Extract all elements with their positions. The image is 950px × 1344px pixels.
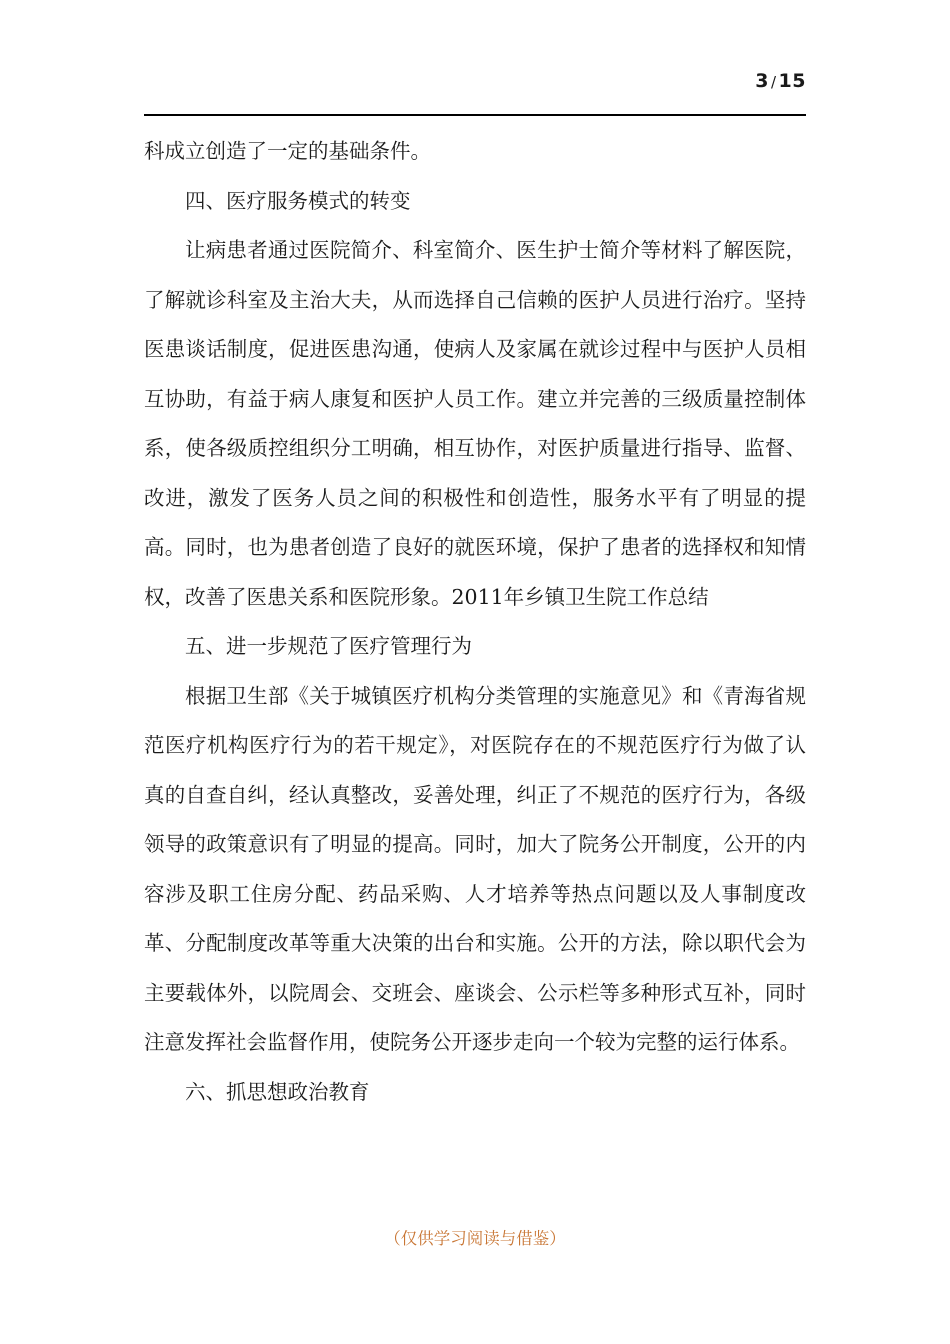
page-separator: / bbox=[770, 73, 777, 91]
header-divider bbox=[144, 114, 806, 116]
paragraph-management: 根据卫生部《关于城镇医疗机构分类管理的实施意见》和《青海省规范医疗机构医疗行为的若干规定》，对医院存在的不规范医疗行为做了认真的自查自纠，经认真整改，妥善处理，纠正了不规范的医疗行为，各级领导的政策意识有了明显的提高。同时，加大了院务公开制度，公开的内容涉及职工住房分配、药品采购、人才培养等热点问题以及人事制度改革、分配制度改革等重大决策的出台和实施。公开的方法，除以职代会为主要载体外，以院周会、交班会、座谈会、公示栏等多种形式互补，同时注意发挥社会监督作用，使院务公开逐步走向一个较为完整的运行体系。 bbox=[144, 683, 806, 1054]
section-heading-4: 四、医疗服务模式的转变 bbox=[185, 188, 411, 213]
page-current: 3 bbox=[755, 70, 769, 92]
page-number bbox=[755, 70, 806, 92]
section-heading-5: 五、进一步规范了医疗管理行为 bbox=[185, 634, 472, 658]
page-total: 15 bbox=[778, 70, 806, 92]
section-heading-6: 六、抓思想政治教育 bbox=[185, 1079, 370, 1104]
paragraph-continuation: 科成立创造了一定的基础条件。 bbox=[144, 139, 431, 163]
document-body bbox=[144, 127, 806, 1117]
paragraph-service-model: 让病患者通过医院简介、科室简介、医生护士简介等材料了解医院，了解就诊科室及主治大夫，从而选择自己信赖的医护人员进行治疗。坚持医患谈话制度，促进医患沟通，使病人及家属在就诊过程中与医护人员相互协助，有益于病人康复和医护人员工作。建立并完善的三级质量控制体系，使各级质控组织分工明确，相互协作，对医护质量进行指导、监督、改进，激发了医务人员之间的积极性和创造性，服务水平有了明显的提高。同时，也为患者创造了良好的就医环境，保护了患者的选择权和知情权，改善了医患关系和医院形象。2011年乡镇卫生院工作总结 bbox=[144, 238, 806, 609]
footer-disclaimer: （仅供学习阅读与借鉴） bbox=[384, 1229, 566, 1248]
